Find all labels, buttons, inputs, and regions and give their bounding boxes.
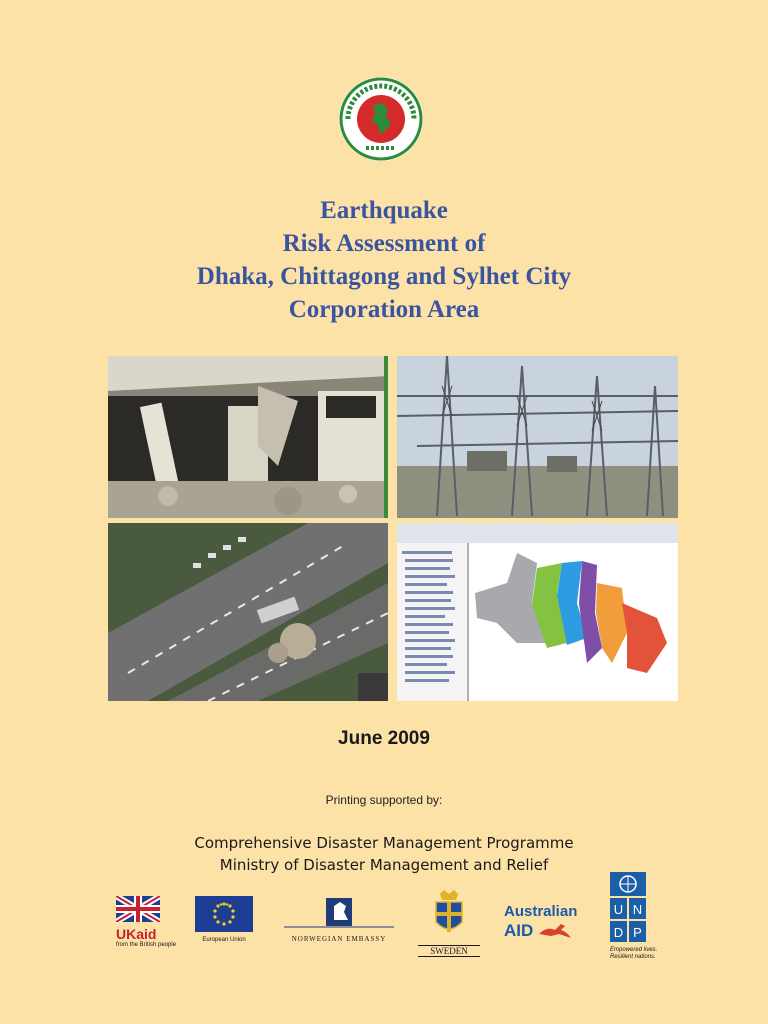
ukaid-logo (116, 896, 186, 956)
ukaid-label: UKaid (116, 926, 157, 942)
title-line-3: Dhaka, Chittagong and Sylhet City (196, 263, 572, 290)
sweden-label: SWEDEN (418, 945, 480, 957)
eu-label: European Union (202, 937, 246, 943)
publication-date: June 2009 (338, 728, 430, 749)
undp-logo (610, 872, 666, 964)
swedish-crest-icon (418, 888, 480, 940)
eu-flag-icon (195, 896, 253, 932)
document-title (60, 194, 708, 326)
union-jack-icon (116, 896, 160, 922)
government-seal (338, 76, 424, 162)
title-line-2: Risk Assessment of (282, 230, 486, 257)
norwegian-embassy-logo (284, 894, 394, 954)
ministry-name: Ministry of Disaster Management and Relief (219, 856, 549, 874)
norway-lion-icon (284, 894, 394, 930)
ausaid-line-2: AID (504, 921, 534, 940)
undp-tagline-1: Empowered lives. (610, 947, 658, 953)
eu-logo (195, 896, 257, 956)
title-line-4: Corporation Area (288, 296, 480, 323)
ausaid-logo (504, 904, 588, 954)
undp-emblem-icon (610, 872, 646, 942)
photo-power-substation (397, 356, 678, 518)
printing-support-note: Printing supported by: (325, 793, 443, 807)
photo-gis-risk-map (397, 523, 678, 701)
ukaid-tagline: from the British people (116, 942, 177, 948)
undp-letter-n: N (632, 902, 643, 917)
photo-collapsed-bridge (108, 523, 388, 701)
norway-label: NORWEGIAN EMBASSY (291, 935, 387, 943)
programme-name: Comprehensive Disaster Management Programme (194, 834, 574, 852)
kangaroo-icon (537, 920, 577, 940)
title-line-1: Earthquake (320, 197, 448, 224)
programme-block (0, 832, 768, 876)
undp-tagline-2: Resilient nations. (610, 954, 656, 960)
undp-letter-u: U (613, 902, 624, 917)
ausaid-line-1: Australian (504, 903, 578, 920)
undp-letter-p: P (633, 925, 642, 940)
photo-collapsed-building (108, 356, 388, 518)
undp-letter-d: D (613, 925, 624, 940)
sweden-logo (418, 888, 480, 960)
